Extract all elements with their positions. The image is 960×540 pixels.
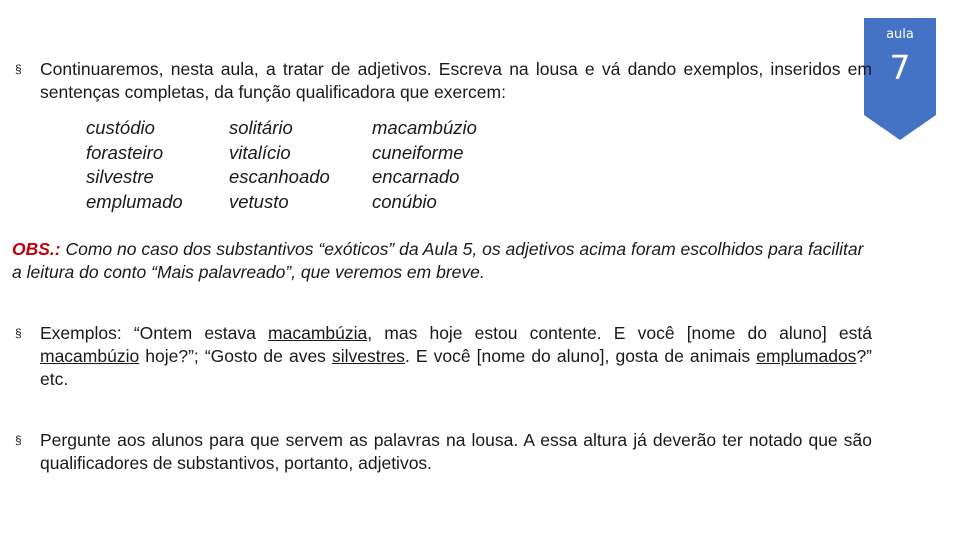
- word-item: solitário: [229, 117, 293, 138]
- intro-paragraph: [12, 58, 872, 104]
- word-column-2: [229, 116, 372, 214]
- square-bullet-icon: §: [15, 62, 22, 76]
- example-word-macambuzio: macambúzio: [40, 346, 140, 366]
- word-item: encarnado: [372, 166, 460, 187]
- word-column-3: [372, 116, 515, 214]
- obs-label: OBS.:: [12, 239, 61, 259]
- word-item: vitalício: [229, 141, 291, 163]
- obs-note: [12, 238, 872, 284]
- word-item: custódio: [86, 117, 155, 138]
- examples-text-1: Exemplos: “Ontem estava: [40, 323, 269, 343]
- intro-text: Continuaremos, nesta aula, a tratar de adjetivos. Escreva na lousa e vá dando exemplos, inseridos em sentenças completas, da função qualificadora que exercem:: [40, 59, 872, 102]
- example-word-macambuzia: macambúzia: [268, 323, 368, 343]
- example-word-silvestres: silvestres: [332, 346, 405, 366]
- examples-text-2: , mas hoje estou contente. E você [nome do aluno] está: [367, 323, 872, 343]
- word-item: conúbio: [372, 190, 437, 212]
- badge-label: aula: [886, 27, 914, 42]
- word-column-1: [86, 116, 229, 214]
- word-item: escanhoado: [229, 166, 330, 187]
- question-text: Pergunte aos alunos para que servem as palavras na lousa. A essa altura já deverão ter notado que são qualificadores de substantivos, portanto, adjetivos.: [40, 430, 872, 473]
- examples-text-3: hoje?”; “Gosto de aves: [139, 346, 332, 366]
- examples-text-4: . E você [nome do aluno], gosta de animais: [404, 346, 757, 366]
- lesson-badge: [864, 18, 936, 140]
- question-paragraph: [12, 429, 872, 475]
- word-item: vetusto: [229, 190, 289, 212]
- word-item: macambúzio: [372, 117, 477, 138]
- square-bullet-icon: §: [15, 433, 22, 447]
- obs-text: Como no caso dos substantivos “exóticos” da Aula 5, os adjetivos acima foram escolhidos para facilitar a leitura do conto “Mais palavreado”, que veremos em breve.: [12, 239, 864, 282]
- example-word-emplumados: emplumados: [756, 346, 857, 366]
- square-bullet-icon: §: [15, 326, 22, 340]
- word-item: forasteiro: [86, 141, 164, 163]
- word-item: cuneiforme: [372, 141, 464, 163]
- examples-paragraph: [12, 322, 872, 391]
- word-item: silvestre: [86, 166, 154, 187]
- word-list: [86, 116, 872, 214]
- badge-number: 7: [889, 48, 911, 87]
- lesson-content: [12, 58, 872, 475]
- examples-text-5: ?” etc.: [40, 346, 872, 389]
- word-item: emplumado: [86, 190, 183, 212]
